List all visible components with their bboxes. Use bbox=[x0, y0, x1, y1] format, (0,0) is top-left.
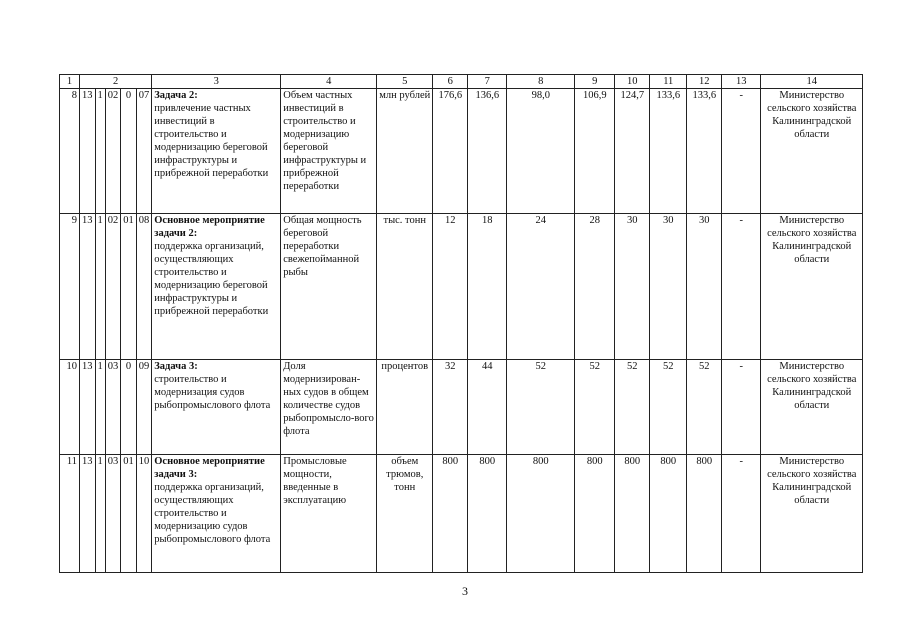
code-cell: 13 bbox=[80, 360, 96, 455]
code-cell: 01 bbox=[121, 214, 137, 360]
code-cell: 07 bbox=[136, 89, 152, 214]
code-cell: 1 bbox=[95, 89, 105, 214]
code-cell: 10 bbox=[136, 455, 152, 573]
value-cell: 800 bbox=[575, 455, 615, 573]
task-cell bbox=[152, 214, 281, 360]
code-cell: 1 bbox=[95, 455, 105, 573]
value-cell: 800 bbox=[433, 455, 468, 573]
header-col-5: 5 bbox=[377, 75, 433, 89]
code-cell: 1 bbox=[95, 360, 105, 455]
value-cell: 30 bbox=[687, 214, 722, 360]
unit-cell: млн рублей bbox=[377, 89, 433, 214]
value-cell: 52 bbox=[650, 360, 687, 455]
indicator-cell: Объем частных инвестиций в строительство и модернизацию береговой инфраструктуры и прибрежной переработки bbox=[281, 89, 377, 214]
value-cell: 28 bbox=[575, 214, 615, 360]
indicator-cell: Промысловые мощности, введенные в эксплуатацию bbox=[281, 455, 377, 573]
value-cell: 12 bbox=[433, 214, 468, 360]
table-row bbox=[60, 89, 863, 214]
value-cell: 52 bbox=[687, 360, 722, 455]
code-cell: 02 bbox=[105, 89, 121, 214]
code-cell: 13 bbox=[80, 89, 96, 214]
executor-cell: Министерство сельского хозяйства Калининградской области bbox=[761, 455, 863, 573]
header-col-1: 1 bbox=[60, 75, 80, 89]
value-cell: 800 bbox=[687, 455, 722, 573]
indicator-cell: Общая мощность береговой переработки свежепойманной рыбы bbox=[281, 214, 377, 360]
header-col-10: 10 bbox=[615, 75, 650, 89]
header-col-2: 2 bbox=[80, 75, 152, 89]
value-cell: 800 bbox=[650, 455, 687, 573]
value-cell: 52 bbox=[615, 360, 650, 455]
code-cell: 02 bbox=[105, 214, 121, 360]
value-cell: 32 bbox=[433, 360, 468, 455]
unit-cell: процентов bbox=[377, 360, 433, 455]
value-cell: 124,7 bbox=[615, 89, 650, 214]
header-col-4: 4 bbox=[281, 75, 377, 89]
task-cell bbox=[152, 455, 281, 573]
code-cell: 03 bbox=[105, 455, 121, 573]
value-cell: 30 bbox=[650, 214, 687, 360]
page-number: 3 bbox=[462, 584, 468, 598]
executor-cell: Министерство сельского хозяйства Калининградской области bbox=[761, 89, 863, 214]
header-row bbox=[60, 75, 863, 89]
code-cell: 13 bbox=[80, 214, 96, 360]
value-cell: 176,6 bbox=[433, 89, 468, 214]
value-cell: 98,0 bbox=[507, 89, 575, 214]
row-number: 8 bbox=[60, 89, 80, 214]
value-cell: 133,6 bbox=[687, 89, 722, 214]
row-number: 11 bbox=[60, 455, 80, 573]
task-title: Задача 3: bbox=[154, 361, 198, 372]
value-cell: 52 bbox=[507, 360, 575, 455]
code-cell: 13 bbox=[80, 455, 96, 573]
code-cell: 03 bbox=[105, 360, 121, 455]
value-cell: 800 bbox=[507, 455, 575, 573]
dash-cell: - bbox=[722, 89, 761, 214]
task-description: поддержка организаций, осуществляющих строительство и модернизацию береговой инфраструктуры и прибрежной переработки bbox=[154, 241, 269, 317]
value-cell: 44 bbox=[468, 360, 507, 455]
header-col-12: 12 bbox=[687, 75, 722, 89]
task-title: Основное мероприятие задачи 2: bbox=[154, 215, 265, 239]
value-cell: 30 bbox=[615, 214, 650, 360]
indicators-table bbox=[59, 74, 863, 573]
value-cell: 106,9 bbox=[575, 89, 615, 214]
task-description: поддержка организаций, осуществляющих строительство и модернизацию судов рыбопромыслового флота bbox=[154, 482, 271, 545]
task-description: привлечение частных инвестиций в строительство и модернизацию береговой инфраструктуры и прибрежной переработки bbox=[154, 103, 269, 179]
code-cell: 08 bbox=[136, 214, 152, 360]
dash-cell: - bbox=[722, 360, 761, 455]
value-cell: 52 bbox=[575, 360, 615, 455]
value-cell: 18 bbox=[468, 214, 507, 360]
header-col-13: 13 bbox=[722, 75, 761, 89]
value-cell: 800 bbox=[615, 455, 650, 573]
table-row bbox=[60, 455, 863, 573]
code-cell: 0 bbox=[121, 89, 137, 214]
executor-cell: Министерство сельского хозяйства Калининградской области bbox=[761, 360, 863, 455]
task-cell bbox=[152, 89, 281, 214]
dash-cell: - bbox=[722, 214, 761, 360]
task-description: строительство и модернизация судов рыбопромыслового флота bbox=[154, 374, 271, 411]
row-number: 10 bbox=[60, 360, 80, 455]
code-cell: 1 bbox=[95, 214, 105, 360]
header-col-14: 14 bbox=[761, 75, 863, 89]
header-col-11: 11 bbox=[650, 75, 687, 89]
table-row bbox=[60, 360, 863, 455]
header-col-8: 8 bbox=[507, 75, 575, 89]
code-cell: 0 bbox=[121, 360, 137, 455]
task-cell bbox=[152, 360, 281, 455]
header-col-6: 6 bbox=[433, 75, 468, 89]
value-cell: 24 bbox=[507, 214, 575, 360]
indicator-cell: Доля модернизирован-ных судов в общем количестве судов рыбопромысло-вого флота bbox=[281, 360, 377, 455]
value-cell: 136,6 bbox=[468, 89, 507, 214]
unit-cell: тыс. тонн bbox=[377, 214, 433, 360]
header-col-7: 7 bbox=[468, 75, 507, 89]
unit-cell: объем трюмов, тонн bbox=[377, 455, 433, 573]
table-row bbox=[60, 214, 863, 360]
task-title: Задача 2: bbox=[154, 90, 198, 101]
code-cell: 09 bbox=[136, 360, 152, 455]
dash-cell: - bbox=[722, 455, 761, 573]
task-title: Основное мероприятие задачи 3: bbox=[154, 456, 265, 480]
value-cell: 133,6 bbox=[650, 89, 687, 214]
row-number: 9 bbox=[60, 214, 80, 360]
code-cell: 01 bbox=[121, 455, 137, 573]
header-col-3: 3 bbox=[152, 75, 281, 89]
executor-cell: Министерство сельского хозяйства Калининградской области bbox=[761, 214, 863, 360]
header-col-9: 9 bbox=[575, 75, 615, 89]
value-cell: 800 bbox=[468, 455, 507, 573]
